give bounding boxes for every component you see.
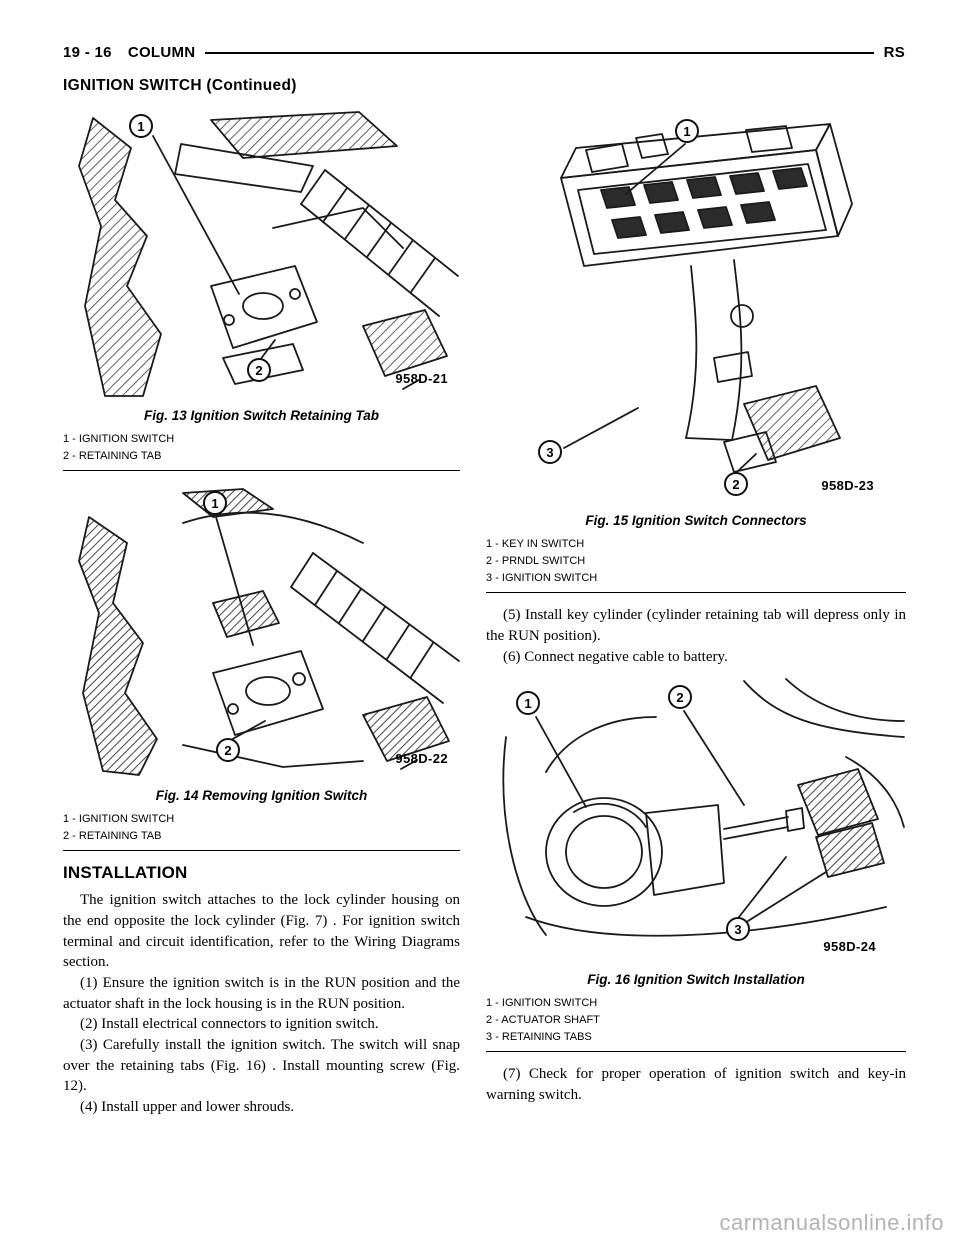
installation-step-3: (3) Carefully install the ignition switch. The switch will snap over the retaining tabs (Fig. 16) . Install mounting screw (Fig. 12).	[63, 1037, 460, 1095]
fig14-legend	[63, 811, 460, 845]
continued-title: IGNITION SWITCH (Continued)	[63, 77, 297, 94]
divider	[486, 592, 906, 593]
legend-item: 2 - RETAINING TAB	[63, 450, 162, 463]
fig15-callout-2: 2	[724, 472, 748, 496]
legend-item: 1 - IGNITION SWITCH	[486, 997, 598, 1010]
fig15-legend	[486, 536, 906, 587]
legend-item: 1 - IGNITION SWITCH	[63, 813, 175, 826]
page-header	[63, 44, 905, 61]
steps-5-6	[486, 605, 906, 667]
figure-15	[486, 108, 906, 503]
figure-16	[486, 677, 906, 962]
fig14-callout-1: 1	[203, 491, 227, 515]
legend-item: 3 - RETAINING TABS	[486, 1031, 592, 1044]
installation-step-5: (5) Install key cylinder (cylinder retaining tab will depress only in the RUN position).	[486, 607, 906, 644]
fig14-caption: Fig. 14 Removing Ignition Switch	[155, 788, 368, 804]
right-column	[486, 108, 906, 1118]
fig13-code: 958D-21	[395, 371, 448, 386]
installation-step-4: (4) Install upper and lower shrouds.	[80, 1099, 295, 1116]
fig16-callout-1: 1	[516, 691, 540, 715]
divider	[486, 1051, 906, 1052]
two-column-layout	[63, 108, 905, 1118]
divider	[63, 850, 460, 851]
fig13-illustration	[63, 108, 460, 398]
fig13-callout-2: 2	[247, 358, 271, 382]
figure-14	[63, 483, 460, 778]
section-title: COLUMN	[127, 44, 196, 61]
installation-intro: The ignition switch attaches to the lock cylinder housing on the end opposite the lock cylinder (Fig. 7) . For ignition switch terminal and circuit identification, refer to the Wiring Diagrams section.	[63, 892, 460, 971]
fig13-callout-1: 1	[129, 114, 153, 138]
fig16-code: 958D-24	[823, 939, 876, 955]
fig16-callout-2: 2	[668, 685, 692, 709]
fig15-callout-1: 1	[675, 119, 699, 143]
fig16-illustration	[486, 677, 906, 962]
legend-item: 1 - KEY IN SWITCH	[486, 538, 585, 550]
installation-step-1: (1) Ensure the ignition switch is in the RUN position and the actuator shaft in the lock housing is in the RUN position.	[63, 974, 460, 1012]
figure-13	[63, 108, 460, 398]
fig14-illustration	[63, 483, 460, 778]
fig13-legend	[63, 431, 460, 465]
fig16-callout-3: 3	[726, 917, 750, 941]
installation-step-2: (2) Install electrical connectors to ignition switch.	[80, 1016, 379, 1033]
page-number: 19 - 16	[63, 44, 112, 61]
installation-step-6: (6) Connect negative cable to battery.	[503, 648, 728, 665]
installation-step-7: (7) Check for proper operation of ignition switch and key-in warning switch.	[486, 1066, 906, 1104]
legend-item: 3 - IGNITION SWITCH	[486, 572, 598, 585]
legend-item: 2 - PRNDL SWITCH	[486, 555, 586, 568]
fig14-code: 958D-22	[395, 751, 448, 767]
divider	[63, 470, 460, 471]
fig16-caption: Fig. 16 Ignition Switch Installation	[587, 972, 805, 988]
header-rule	[205, 52, 873, 54]
legend-item: 1 - IGNITION SWITCH	[63, 433, 175, 445]
installation-heading: INSTALLATION	[63, 863, 188, 883]
watermark: carmanualsonline.info	[719, 1210, 944, 1235]
fig15-caption: Fig. 15 Ignition Switch Connectors	[585, 513, 807, 528]
fig15-callout-3: 3	[538, 440, 562, 464]
fig15-code: 958D-23	[821, 478, 874, 493]
legend-item: 2 - RETAINING TAB	[63, 830, 162, 843]
left-column	[63, 108, 460, 1118]
legend-item: 2 - ACTUATOR SHAFT	[486, 1014, 600, 1027]
fig13-caption: Fig. 13 Ignition Switch Retaining Tab	[143, 408, 379, 423]
fig14-callout-2: 2	[216, 738, 240, 762]
model-code: RS	[883, 44, 905, 61]
fig16-legend	[486, 995, 906, 1046]
